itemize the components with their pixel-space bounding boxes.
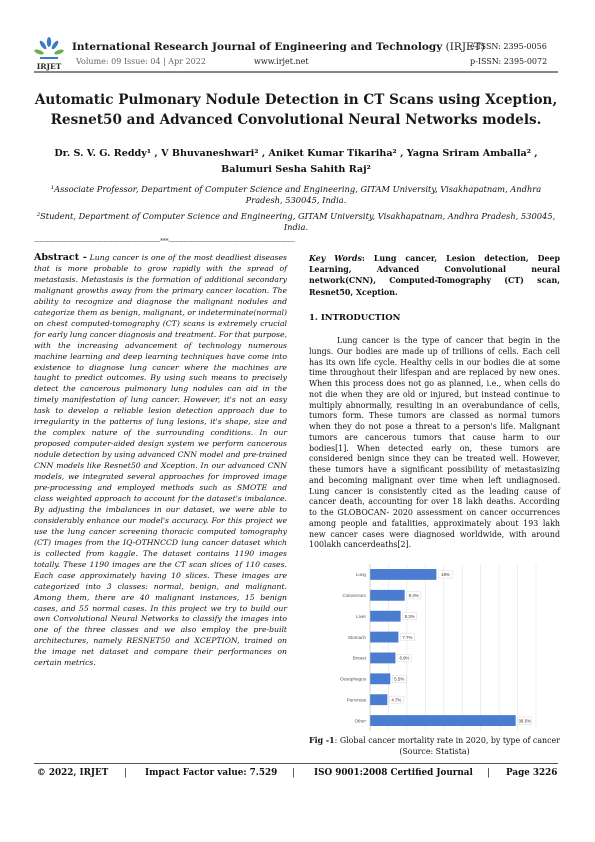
chart-value-label: 6.9% bbox=[399, 655, 410, 661]
pissn: p-ISSN: 2395-0072 bbox=[470, 57, 548, 66]
chart-bar bbox=[370, 694, 387, 705]
section-heading-introduction: 1. INTRODUCTION bbox=[309, 313, 401, 323]
chart-category-label: Lung bbox=[355, 572, 366, 578]
footer-rule bbox=[34, 763, 558, 764]
chart-bar bbox=[370, 715, 516, 726]
footer-separator: | bbox=[292, 768, 295, 778]
chart-bar bbox=[370, 569, 436, 580]
chart-bar bbox=[370, 611, 401, 622]
eissn: e-ISSN: 2395-0056 bbox=[470, 42, 547, 51]
footer-page-number: Page 3226 bbox=[506, 768, 558, 778]
chart-category-label: Colorectum bbox=[342, 593, 366, 599]
chart-value-label: 9.4% bbox=[408, 593, 419, 599]
chart-value-label: 39.5% bbox=[518, 718, 531, 724]
irjet-logo bbox=[34, 36, 64, 72]
paper-authors: Dr. S. V. G. Reddy¹ , V Bhuvaneshwari² , Aniket Kumar Tikariha² , Yagna Sriram Amballa² , Balumuri Sesha Sahith Raj² bbox=[54, 148, 538, 175]
figure-caption bbox=[309, 735, 560, 757]
footer-impact-factor: Impact Factor value: 7.529 bbox=[145, 768, 278, 778]
chart-value-label: 8.3% bbox=[404, 613, 415, 619]
chart-category-label: Stomach bbox=[347, 634, 366, 640]
figure-caption-text: : Global cancer mortality rate in 2020, by type of cancer (Source: Statista) bbox=[334, 736, 560, 756]
affiliation-1: ¹Associate Professor, Department of Computer Science and Engineering, GITAM University, Visakhapatnam, Andhra Pradesh, 530045, India. bbox=[50, 184, 542, 205]
abstract bbox=[34, 253, 287, 669]
figure-label: Fig -1 bbox=[309, 736, 335, 745]
header-rule bbox=[34, 71, 558, 73]
footer-separator: | bbox=[124, 768, 127, 778]
chart-background bbox=[330, 559, 542, 737]
chart-bar bbox=[370, 632, 398, 643]
keywords-heading: Key Words bbox=[309, 254, 362, 263]
chart-category-label: Breast bbox=[352, 655, 366, 661]
chart-category-label: Other bbox=[354, 718, 366, 724]
cancer-mortality-chart bbox=[330, 559, 542, 737]
paper-title: Automatic Pulmonary Nodule Detection in CT Scans using Xception, Resnet50 and Advanced Convolutional Neural Networks models. bbox=[34, 92, 558, 128]
footer-separator: | bbox=[487, 768, 490, 778]
chart-value-label: 4.7% bbox=[391, 697, 402, 703]
chart-value-label: 7.7% bbox=[402, 634, 413, 640]
affiliation-2: ²Student, Department of Computer Science and Engineering, GITAM University, Visakhapatnam, Andhra Pradesh, 530045, India. bbox=[36, 211, 556, 232]
chart-category-label: Pancreas bbox=[346, 697, 366, 703]
journal-title: International Research Journal of Engineering and Technology (IRJET) bbox=[72, 41, 485, 53]
chart-bar bbox=[370, 673, 390, 684]
journal-website: www.irjet.net bbox=[254, 57, 309, 66]
chart-category-label: Oesophagus bbox=[339, 676, 366, 682]
chart-value-label: 18% bbox=[441, 572, 450, 578]
keywords bbox=[309, 253, 560, 298]
footer-copyright: © 2022, IRJET bbox=[37, 768, 109, 778]
abstract-heading: Abstract - bbox=[34, 252, 87, 263]
chart-bar bbox=[370, 653, 395, 664]
volume-issue: Volume: 09 Issue: 04 | Apr 2022 bbox=[76, 57, 206, 66]
section-separator: ---------------------------------------------------------------------***--------------------------------------------------------------------- bbox=[34, 238, 295, 245]
keywords-text: : Lung cancer, Lesion detection, Deep Learning, Advanced Convolutional neural network(CNN), Computed-Tomography (CT) scan, Resnet50, Xception. bbox=[309, 254, 560, 297]
footer-iso: ISO 9001:2008 Certified Journal bbox=[314, 768, 473, 778]
chart-category-label: Liver bbox=[356, 613, 366, 619]
chart-bar bbox=[370, 590, 405, 601]
chart-value-label: 5.5% bbox=[394, 676, 405, 682]
abstract-text: Lung cancer is one of the most deadliest diseases that is more probable to grow rapidly with the spread of metastasis. Metastasis is the formation of additional secondary malignant growths away from the primary cancer location. The ability to recognize and diagnose the malignant nodules and categorize them as benign, malignant, or indeterminate(normal) on chest computed-tomography (CT) scans is extremely crucial for early lung cancer diagnosis and treatment. For that purpose, with the increasing advancement of technology numerous machine learning and deep learning techniques have come into existence to diagnose lung cancer where the machines are taught to predict outcomes. By using such means to precisely detect the cancerous pulmonary lung nodules can aid in the timely manifestation of lung cancer. However, it's not an easy task to develop a reliable lesion detection approach due to irregularity in the patterns of lung lesions, it's shape, size and the complex nature of the surrounding conditions. In our proposed computer-aided design system we perform cancerous nodule detection by using advanced CNN model and pre-trained CNN models like Resnet50 and Xception. In our advanced CNN models, we integrated several approaches for improved image pre-processing and employed methods such as SMOTE and class weighted approach to account for the dataset's imbalance. By adjusting the imbalances in our dataset, we were able to considerably enhance our model's accuracy. For this project we use the lung cancer screening thoracic computed tomography (CT) images from the IQ-OTHNCCD lung cancer dataset which is collected from kaggle. The dataset contains 1190 images totally. These 1190 images are the CT scan slices of 110 cases. Each case approximately having 10 slices. These images are categorized into 3 classes: normal, benign, and malignant. Among them, there are 40 malignant instances, 15 benign cases, and 55 normal cases. In this project we try to build our own Convolutional Neural Networks to classify the images into one of the three classes and we also employ the pre-built architectures, namely RESNET50 and XCEPTION, trained on the image net dataset and compare their performances on certain metrics. bbox=[34, 253, 287, 668]
introduction-text: Lung cancer is the type of cancer that begin in the lungs. Our bodies are made up of trillions of cells. Each cell has its own life cycle. Healthy cells in our bodies die at some time throughout their lifespan and are replaced by new ones. When this process does not go as planned, i.e., when cells do not die when they are old or injured, but instead continue to multiply abnormally, resulting in an overabundance of cells, tumors form. These tumors are classed as normal tumors when they do not pose a threat to a person's life. Malignant tumors are cancerous tumors that cause harm to our bodies[1]. When detected early on, these tumors are considered benign since they can be treated well. However, these tumors have a significant possibility of metastasizing and becoming malignant over time when left undiagnosed. Lung cancer is consistently cited as the leading cause of cancer death, accounting for over 18 lakh deaths. According to the GLOBOCAN- 2020 assessment on cancer occurrences among people and fatalities, approximately about 193 lakh new cancer cases were diagnosed worldwide, with around 100lakh cancerdeaths[2]. bbox=[309, 336, 560, 550]
svg-text:IRJET: IRJET bbox=[36, 62, 62, 71]
